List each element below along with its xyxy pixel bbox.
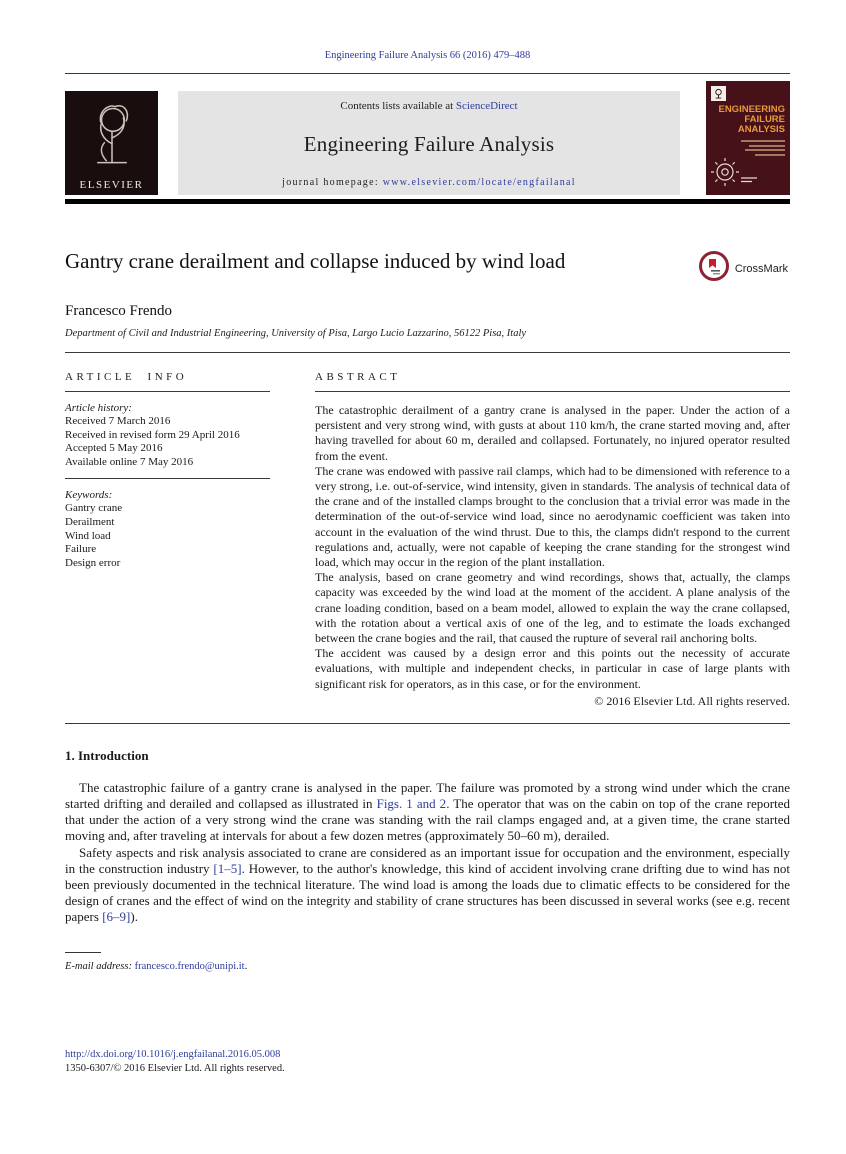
cover-title [711,105,785,135]
keyword-item: Design error [65,556,121,569]
footnote-period: . [244,960,248,972]
doi-link[interactable]: http://dx.doi.org/10.1016/j.engfailanal.2016.05.008 [65,1049,281,1060]
journal-homepage-link[interactable]: www.elsevier.com/locate/engfailanal [382,177,576,188]
intro-p1-text: . The operator that was on the cabin on top of the crane reported that under the action of a very strong wind the crane was standing with the rail clamps engaged and, at a given time, the crane started moving and, after traveling at intervals for about a few dozen metres (approximately 50–60 m), derailed. [65,796,790,844]
keyword-item: Wind load [65,529,111,542]
cover-editor-lines [711,140,785,156]
intro-p2-text: . However, to the author's knowledge, this kind of accident involving crane drifting due to wind has not been previously documented in the technical literature. The wind load is among the loads due to climatic effects to be considered for the design of cranes and the effect of wind on the integrity and stability of crane structures has been discussed in several works (see e.g. recent papers [65,860,790,925]
section-heading-introduction: 1. Introduction [65,747,149,763]
history-item: Received 7 March 2016 [65,415,171,427]
history-item: Received in revised form 29 April 2016 [65,428,240,441]
keyword-item: Derailment [65,515,115,528]
author-affiliation: Department of Civil and Industrial Engineering, University of Pisa, Largo Lucio Lazzarino, 56122 Pisa, Italy [65,328,527,339]
article-info-heading: ARTICLE INFO [65,371,188,383]
journal-homepage-line [182,177,676,188]
issn-copyright-line: 1350-6307/© 2016 Elsevier Ltd. All rights reserved. [65,1062,285,1074]
header-thick-rule [65,199,790,204]
crossmark-icon [698,250,730,287]
intro-p2-text: ). [130,909,138,925]
keyword-item: Failure [65,543,97,556]
journal-banner [178,91,680,195]
history-item: Available online 7 May 2016 [65,455,194,468]
abstract-column [315,371,790,709]
page-footer [65,1048,285,1075]
journal-title: Engineering Failure Analysis [303,132,555,156]
intro-p1-text: The catastrophic failure of a gantry crane is analysed in the paper. The failure was promoted by a strong wind under which the crane started drifting and derailed and collapsed as illustrated in [65,779,790,812]
abstract-heading: ABSTRACT [315,371,401,383]
elsevier-wordmark: ELSEVIER [79,179,144,191]
elsevier-tree-icon [81,100,143,180]
cover-publisher-icon [711,86,726,101]
history-item: Accepted 5 May 2016 [65,442,163,455]
affiliation-divider [65,352,790,353]
contents-prefix: Contents lists available at [340,100,456,112]
figs-1-2-link[interactable]: Figs. 1 and 2 [376,796,447,812]
keywords-label: Keywords: [65,489,113,502]
keyword-item: Gantry crane [65,502,123,515]
crossmark-label: CrossMark [734,262,788,275]
author-name: Francesco Frendo [65,303,173,319]
contents-line [182,100,676,112]
article-info-divider [65,391,270,392]
cover-title-line: FAILURE [744,114,785,125]
article-info-column [65,371,270,709]
crossmark-badge[interactable] [698,250,788,287]
article-history-label: Article history: [65,402,132,414]
email-link[interactable]: francesco.frendo@unipi.it [134,960,245,972]
abstract-divider [315,391,790,392]
intro-paragraph-2 [65,845,790,926]
abstract-paragraph: The catastrophic derailment of a gantry crane is analysed in the paper. Under the action of a persistent and very strong wind, with gusts at about 110 km/h, the crane started moving and, after having travelled for about 60 m, derailed and collapsed. Fortunately, no injured operator resulted from the event. [315,403,790,463]
keywords-divider [65,478,270,479]
email-label: E-mail address: [65,960,132,972]
journal-citation [65,50,790,61]
footnote-divider [65,952,101,953]
copyright-line: © 2016 Elsevier Ltd. All rights reserved. [594,693,790,708]
abstract-paragraph: The accident was caused by a design error and this points out the necessity of accurate evaluations, with multiple and independent checks, in particular in case of large plants with significant risk for operators, as in this case, or for the environment. [315,646,790,691]
email-footnote [65,961,790,972]
header-top-divider [65,73,790,74]
refs-1-5-link[interactable]: [1–5] [213,860,242,876]
section-divider [65,723,790,724]
abstract-body [315,403,790,709]
refs-6-9-link[interactable]: [6–9] [102,909,131,925]
journal-cover-thumbnail [706,81,790,195]
homepage-prefix: journal homepage: [282,177,383,188]
journal-citation-link[interactable]: Engineering Failure Analysis 66 (2016) 479–488 [324,50,531,61]
cover-title-line: ENGINEERING [718,104,785,115]
intro-p2-text: Safety aspects and risk analysis associated to crane are considered as an important issue for occupation and the environment, especially in the construction industry [65,844,790,876]
title-row [65,248,790,287]
intro-paragraph-1 [65,780,790,845]
abstract-paragraph: The analysis, based on crane geometry and wind recordings, shows that, actually, the clamps capacity was exceeded by the wind load at the moment of the accident. A plane analysis of the crane loading condition, based on a beam model, allowed to explain the way the crane collapsed, with the rotation about a vertical axis of one of the leg, and to estimate the loads exchanged between the crane bogies and the rail, that caused the rupture of several rail anchoring bolts. [315,570,790,646]
info-abstract-section [65,371,790,709]
cover-gear-illustration [711,156,763,191]
sciencedirect-link[interactable]: ScienceDirect [455,100,518,112]
cover-title-line: ANALYSIS [737,124,785,135]
journal-header-band [65,91,790,195]
elsevier-logo [65,91,158,195]
article-title: Gantry crane derailment and collapse induced by wind load [65,249,566,273]
abstract-paragraph: The crane was endowed with passive rail clamps, which had to be dimensioned with reference to a very strong, i.e. out-of-service, wind intensity, given in standards. The analysis of technical data of the crane and of the installed clamps brought to the conclusion that a trivial error was made in the determination of the out-of-service wind load, since no aerodynamic coefficient was taken into account in the evaluation of the wind thrust. Due to this, the clamps didn't respond to the current regulations and, actually, were not capable of keeping the crane standing for the strongest wind load, which may occur in the region of the plant installation. [315,463,790,570]
